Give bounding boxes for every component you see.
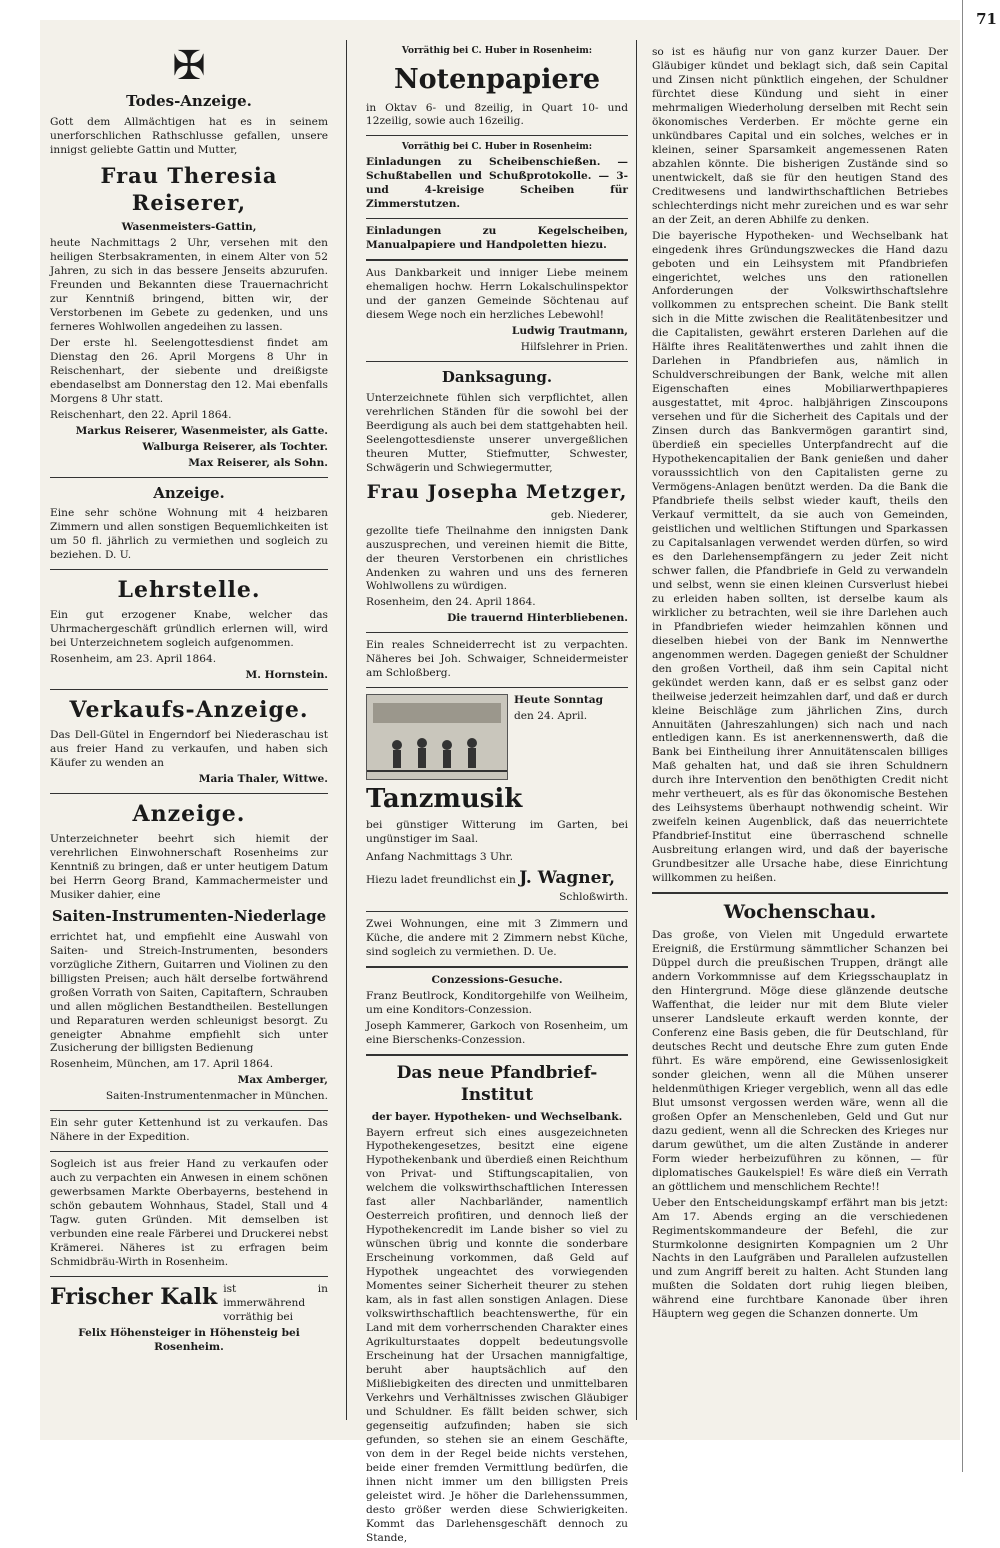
ad-title: Anzeige. [132,801,246,828]
concession-item: Franz Beutlrock, Konditorgehilfe von Weilheim, um eine Konditors-Conzession. [366,989,628,1016]
signer: Max Reiserer, als Sohn. [188,456,328,469]
sheet-music-body: in Oktav 6- und 8zeilig, in Quart 10- und 12zeilig, sowie auch 16zeilig. [366,101,628,128]
signer: Walburga Reiserer, als Tochter. [142,440,328,453]
thanks-date: Rosenheim, den 24. April 1864. [366,596,536,609]
sheet-music-title: Notenpapiere [393,63,601,95]
signer: Ludwig Trautmann, [511,325,628,337]
death-notice-title: Todes-Anzeige. [126,92,252,110]
dog-ad: Ein sehr guter Kettenhund ist zu verkaufen. Das Nähere in der Expedition. [50,1117,328,1144]
article-title: Das neue Pfandbrief-Institut [396,1062,598,1106]
weekly-review-title: Wochenschau. [723,901,877,924]
signer-role: Saiten-Instrumentenmacher in München. [105,1090,328,1103]
thanks-title: Danksagung. [441,367,553,386]
apprentice-date: Rosenheim, am 23. April 1864. [50,653,217,666]
column-3 [644,44,956,1324]
death-notice-date: Reischenhart, den 22. April 1864. [50,408,232,421]
apprentice-body: Ein gut erzogener Knabe, welcher das Uhrmachergeschäft gründlich erlernen will, wird bei Unterzeichnetem sogleich aufgenommen. [50,609,328,650]
thanks-born: geb. Niederer, [550,508,628,521]
weekly-review-body: Ueber den Entscheidungskampf erfährt man bis jetzt: Am 17. Abends erging an die verschiedenen Regimentskommandeure der Befehl, die zur Sturmkolonne designirten Kompagnien um 2 Uhr Nachts in den Laufgräben und Parallelen aufzustellen und zum Angriff bereit zu halten. Acht Stunden lang mußten die Soldaten dort ruhig liegen bleiben, während eine furchtbare Kanonade über ihren Häuptern weg gegen die Schanzen donnerte. Um [652,1196,948,1321]
signer: Markus Reiserer, Wasenmeister, als Gatte. [75,424,328,437]
signer: Maria Thaler, Wittwe. [198,773,328,786]
weekly-review-body: Das große, von Vielen mit Ungeduld erwartete Ereigniß, die Erstürmung sämmtlicher Schanzen bei Düppel durch die preußischen Truppen, drängt alle andern Vorkommnisse auf dem Kriegsschauplatz in den Hintergrund. Möge diese glänzende deutsche Waffenthat, die leider nur mit dem Blute vieler unserer Landsleute erkauft werden konnte, der Conferenz eine Basis geben, die für Deutschland, für deutsches Recht und deutsche Ehre zum guten Ende führt. Es wäre empörend, eine Gewissenlosigkeit sonder gleichen, wenn all die Mühen unserer heldenmüthigen Krieger vergeblich, wenn all das edle Blut umsonst vergossen werden wäre, wenn all die großen Opfer an Menschenleben, Geld und Gut nur dazu gedient, wenn all die Schrecken des Krieges nur darum gewüthet, um die alten Zustände in anderer Form wieder herbeizuführen zu können, — für diplomatisches Gaukelspiel! Es wäre dieß ein Verrath an göttlichem und menschlichem Rechte!! [652,929,948,1193]
ad-body: errichtet hat, und empfiehlt eine Auswahl von Saiten- und Streich-Instrumenten, besonders vorzügliche Zithern, Guitarren und Violinen zu den billigsten Preisen; auch hält derselbe fortwährend großen Vorrath von Saiten, Capitaftern, Schrauben und allen möglichen Bestandtheilen. Bestellungen und Reparaturen werden schleunigst besorgt. Zu geneigter Abnahme empfiehlt sich unter Zusicherung der billigsten Bedienung [50,930,328,1055]
lime-title: Frischer Kalk [50,1284,218,1311]
sale-title: Verkaufs-Anzeige. [69,697,309,724]
deceased-name: Frau Theresia Reiserer, [100,162,278,216]
signer-role: Hilfslehrer in Prien. [520,340,628,353]
thanks-body: gezollte tiefe Theilnahme den innigsten Dank auszusprechen, und vereinen hiemit die Bitte, der theuren Verstorbenen ein christliches Andenken zu wahren und uns des ferneren Wohlwollens zu würdigen. [366,524,628,593]
column-1 [40,44,338,1357]
sale-body: Das Dell-Gütel in Engerndorf bei Niederaschau ist aus freier Hand zu verkaufen, und haben sich Käufer zu wenden an [50,729,328,770]
apprentice-title: Lehrstelle. [117,577,261,604]
signer: M. Hornstein. [245,669,328,682]
concession-title: Conzessions-Gesuche. [431,973,563,986]
death-notice-body: heute Nachmittags 2 Uhr, versehen mit den heiligen Sterbsakramenten, in einem Alter von 52 Jahren, zu sich in das bessere Jenseits abzurufen. Freunden und Bekannten diese Trauernachricht zur Kenntniß bringend, bitten wir, der Verstorbenen im Gebete zu gedenken, und uns ferneres Wohlwollen angedeihen zu lassen. [50,237,328,333]
column-2 [358,44,636,1548]
bowling-ad: Einladungen zu Kegelscheiben, Manualpapiere und Handpoletten hiezu. [366,225,628,252]
ad-date: Rosenheim, München, am 17. April 1864. [50,1058,274,1071]
page-number: 71 [976,10,997,28]
signer-role: Schloßwirth. [559,890,628,903]
signer: Felix Höhensteiger in Höhensteig bei Rosenheim. [78,1326,300,1353]
farewell-body: Aus Dankbarkeit und inniger Liebe meinem ehemaligen hochw. Herrn Lokalschulinspektor und der ganzen Gemeinde Söchtenau auf diesem Wege noch ein herzliches Lebewohl! [366,267,628,322]
ad-title: Anzeige. [153,483,225,502]
property-ad: Sogleich ist aus freier Hand zu verkaufen oder auch zu verpachten ein Anwesen in einem schönen gewerbsamen Markte Oberbayerns, bestehend in schön gebautem Wohnhaus, Stadel, Stall und 4 Tagw. guten Gründen. Mit demselben ist verbunden eine reale Färberei und Druckerei nebst Krämerei. Näheres ist zu erfragen beim Schmidbräu-Wirth in Rosenheim. [50,1158,328,1269]
dance-invite: Hiezu ladet freundlichst ein [366,873,516,886]
column-rule [636,40,637,1420]
thanks-name: Frau Josepha Metzger, [366,480,628,503]
signer: Max Amberger, [237,1074,328,1087]
page-edge [962,0,1000,1472]
article-body: Bayern erfreut sich eines ausgezeichneten Hypothekengesetzes, besitzt eine eigene Hypothekenbank und überdieß einen Reichthum von Privat- und Stiftungscapitalien, von welchem die volkswirthschaftlichen Interessen fast aller Nachbarländer, namentlich Oesterreich profitiren, und dennoch ließ der Hypothekencredit im Lande bisher so viel zu wünschen übrig und konnte die sonderbare Erscheinung vorkommen, daß Geld auf Hypothek ungeachtet des vorwiegenden Momentes seiner Sicherheit theurer zu stehen kam, als in fast allen sonstigen Anlagen. Diese volkswirthschaftlich beachtenswerthe, für ein Land mit dem vorherrschenden Charakter eines Agrikulturstaates doppelt bedeutungsvolle Erscheinung hat der Ursachen mannigfaltige, beruht aber hauptsächlich auf den Mißliebigkeiten des directen und unmittelbaren Verkehrs und Verhältnisses zwischen Gläubiger und Schuldner. Es fällt beiden schwer, sich gegenseitig aufzufinden; haben sie sich gefunden, so stehen sie an einem Geschäfte, von dem in der Regel beide nichts verstehen, beide einer fremden Vermittlung bedürfen, die ihnen nicht immer um den billigsten Preis geleistet wird. Je höher die Darlehenssummen, desto größer werden diese Schwierigkeiten. Kommt das Darlehensgeschäft dennoch zu Stande, [366,1126,628,1544]
dance-body: bei günstiger Witterung im Garten, bei ungünstiger im Saal. [366,818,628,845]
deceased-role: Wasenmeisters-Gattin, [121,221,257,234]
column-rule [346,40,347,1420]
article-subtitle: der bayer. Hypotheken- und Wechselbank. [371,1110,623,1123]
newspaper-page [40,20,960,1544]
vendor-line: Vorräthig bei C. Huber in Rosenheim: [401,46,593,56]
dance-title: Tanzmusik [366,784,523,815]
signer: Die trauernd Hinterbliebenen. [447,612,628,625]
concession-item: Joseph Kammerer, Garkoch von Rosenheim, um eine Bierschenks-Conzession. [366,1019,628,1046]
signer: J. Wagner, [519,867,616,888]
lime-body: ist in immerwährend vorräthig bei [223,1283,328,1323]
ad-body: Eine sehr schöne Wohnung mit 4 heizbaren Zimmern und allen sonstigen Bequemlichkeiten ist um 50 fl. jährlich zu vermiethen und sogleich zu beziehen. D. U. [50,507,328,562]
death-notice-service: Der erste hl. Seelengottesdienst findet am Dienstag den 26. April Morgens 8 Uhr in Reischenhart, der siebente und dreißigste ebendaselbst am Donnerstag den 12. Mai ebenfalls Morgens 8 Uhr statt. [50,336,328,405]
tailor-ad: Ein reales Schneiderrecht ist zu verpachten. Näheres bei Joh. Schwaiger, Schneidermeister am Schloßberg. [366,639,628,680]
dance-date: den 24. April. [514,710,588,723]
dance-start: Anfang Nachmittags 3 Uhr. [366,850,513,863]
ad-body: Unterzeichneter beehrt sich hiemit der verehrlichen Einwohnerschaft Rosenheims zur Kenntniß zu bringen, daß er unter heutigem Datum bei Herrn Georg Brand, Kammachermeister und Musiker dahier, eine [50,833,328,901]
death-notice-intro: Gott dem Allmächtigen hat es in seinem unerforschlichen Rathschlusse gefallen, unsere innigst geliebte Gattin und Mutter, [50,115,328,156]
dance-day: Heute Sonntag [514,694,604,707]
article-body: Die bayerische Hypotheken- und Wechselbank hat eingedenk ihres Gründungszweckes die Hand dazu geboten und ein Leihsystem mit Pfandbriefen eingerichtet, welches uns den rationellen Anforderungen der Volkswirthschaftslehre vollkommen zu entsprechen scheint. Die Bank stellt sich in die Mitte zwischen die Realitätenbesitzer und die Capitalisten, gewährt ersteren Darlehen auf die Hälfte ihres Realitätenwerthes und zahlt ihnen die Darlehen in Pfandbriefen aus, nämlich in Schuldverschreibungen der Bank, welche mit allen Eigenschaften eines Mobiliarwerthpapieres ausgestattet, mit 4proc. halbjährigen Zinscoupons versehen und für die Sicherheit des Capitals und der Zinsen durch das Bankvermögen garantirt sind, überdieß ein specielles Unterpfandrecht auf die Hypothekencapitalien der Bank genießen und daher vorausssichtlich von den Capitalisten gerne zu Vermögens-Anlagen benützt werden. Da die Bank die Pfandbriefe theils selbst wieder kauft, theils den Verkauf vermittelt, da sie auch von Gemeinden, geistlichen und weltlichen Stiftungen und Sparkassen zu Capitalsanlagen verwendet werden dürfen, so wird es den Darlehensempfängern zu jeder Zeit nicht schwer fallen, die Pfandbriefe in Geld zu verwandeln und selbst, wenn sie einen kleinen Cursverlust hiebei zu erleiden haben sollten, ist derselbe kaum als wirklicher zu betrachten, weil sie ihre Darlehen auch in Pfandbriefen wieder heimzahlen können und dieselben hiebei von der Bank im Nennwerthe angenommen werden. Dagegen genießt der Schuldner den großen Vortheil, daß ihm sein Capital nicht gekündet werden kann, daß er es selbst ganz oder theilweise jederzeit heimzahlen darf, und daß er durch kleine Beischläge zum jährlichen Zins, durch Annuitäten (Jahreszahlungen) sich nach und nach entledigen kann. Es ist anerkennenswerth, daß die Bank bei Eintheilung ihrer Annuitätenscalen billiges Maß gehalten hat, und daß sie ihren Schuldnern durch ihre Intervention den benöthigten Credit nicht mehr vertheuert, als es für das ökonomische Bestehen des Leihsystems überhaupt nothwendig scheint. Wir zweifeln keinen Augenblick, daß das neuerrichtete Pfandbrief-Institut eine überraschend schnelle Ausbreitung erlangen wird, und daß der bayerische Grundbesitzer alle Ursache habe, diese Einrichtung willkommen zu heißen. [652,229,948,885]
cross-icon: ✠ [172,44,206,89]
ad-subtitle: Saiten-Instrumenten-Niederlage [51,906,327,925]
article-body: so ist es häufig nur von ganz kurzer Dauer. Der Gläubiger kündet und beklagt sich, daß sein Capital und Zinsen nicht pünktlich eingehen, der Schuldner fürchtet diese Kündung und sieht in einer mehrmaligen Wiederholung derselben mit Recht sein ökonomisches Verderben. Er möchte gerne ein unkündbares Capital und ein solches, welches er in kleinen, seiner Sparsamkeit angemessenen Raten abzahlen könnte. Die bisherigen Zustände sind so unentwickelt, daß sie für den heutigen Stand des Creditwesens und landwirthschaftlichen Betriebes schlechterdings nicht mehr zureichen und es war sehr an der Zeit, an deren Abhilfe zu denken. [652,46,948,226]
vendor-line: Vorräthig bei C. Huber in Rosenheim: [401,142,593,153]
dance-ad [366,694,628,905]
apartments-ad: Zwei Wohnungen, eine mit 3 Zimmern und Küche, die andere mit 2 Zimmern nebst Küche, sind sogleich zu vermiethen. D. Ue. [366,917,628,958]
shooting-ad: Einladungen zu Scheibenschießen. — Schußtabellen und Schußprotokolle. — 3- und 4-kreisige Scheiben für Zimmerstutzen. [366,156,628,211]
dance-engraving [366,694,508,780]
thanks-body: Unterzeichnete fühlen sich verpflichtet, allen verehrlichen Ständen für die sowohl bei der Beerdigung als auch bei dem stattgehabten heil. Seelengottesdienste unserer unvergeßlichen theuren Mutter, Stiefmutter, Schwester, Schwägerin und Schwiegermutter, [366,391,628,474]
